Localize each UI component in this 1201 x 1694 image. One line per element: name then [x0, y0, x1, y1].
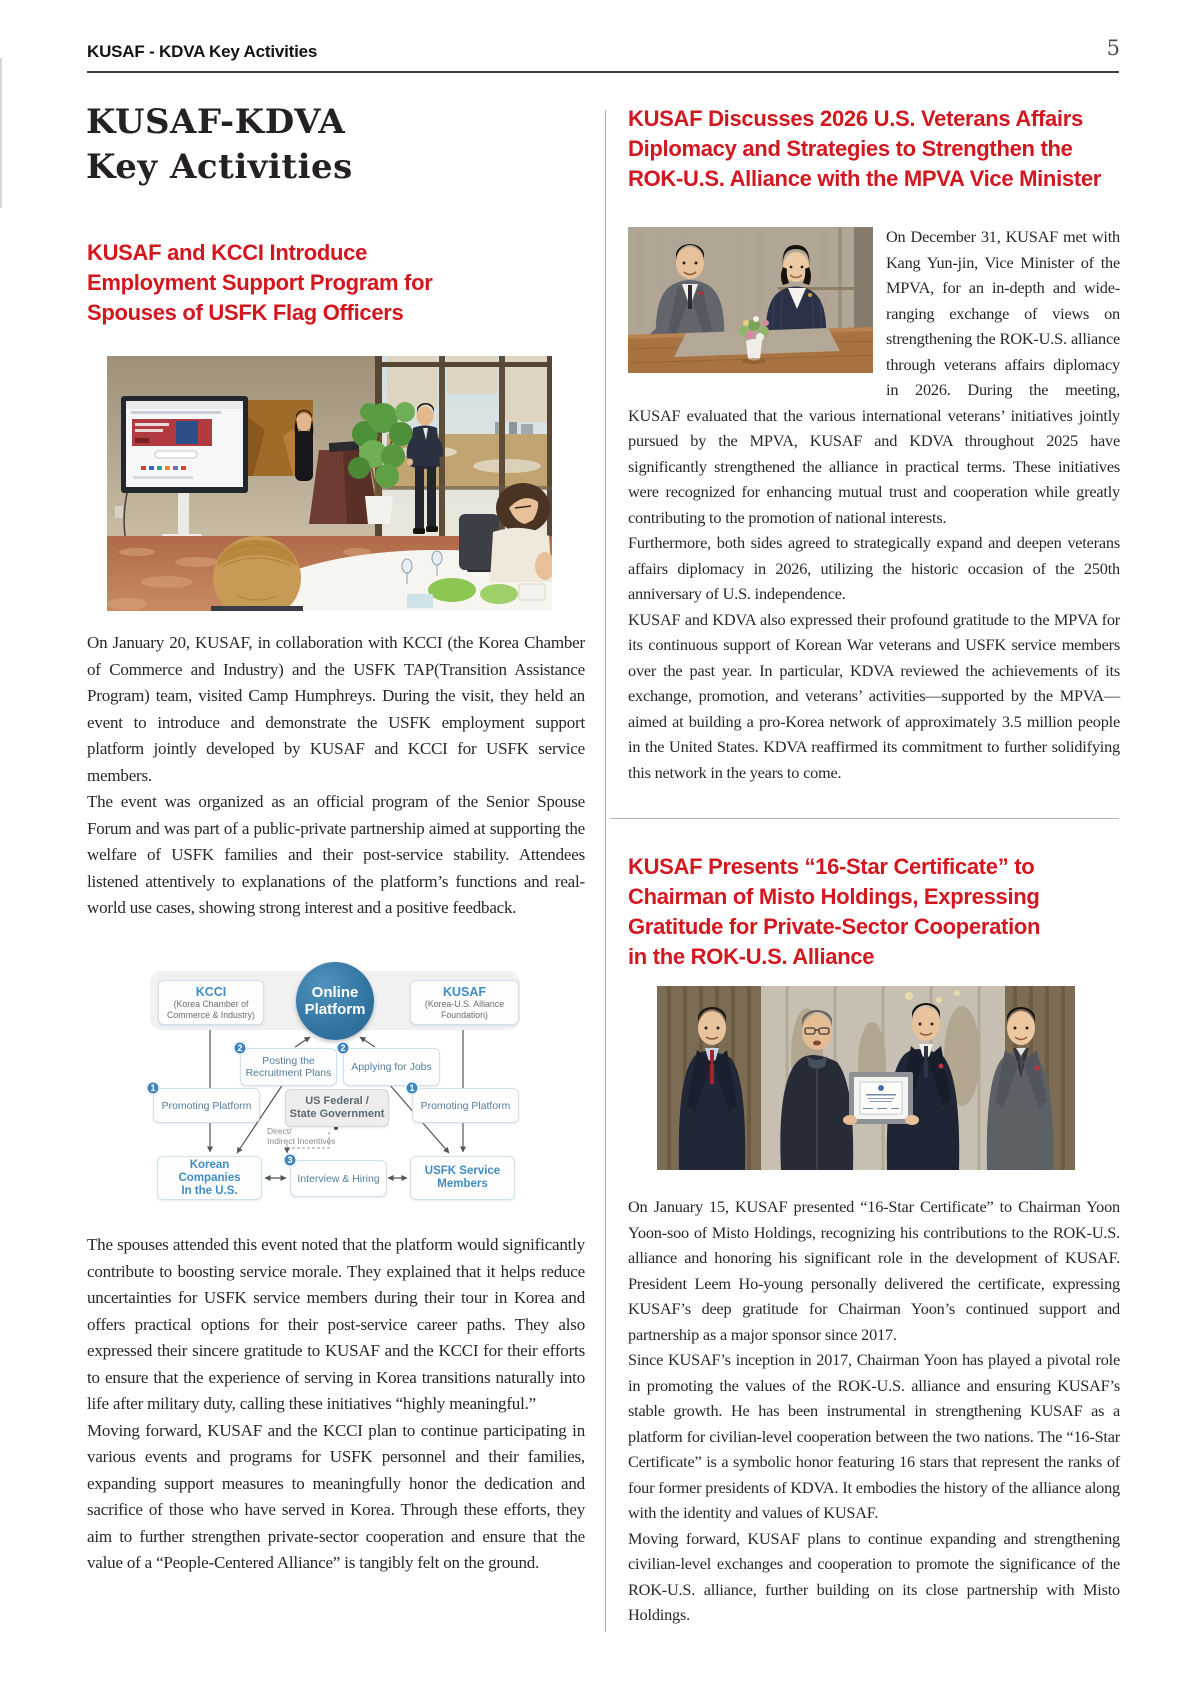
left-article-heading-line2: Employment Support Program for	[87, 270, 433, 295]
left-article-heading	[87, 238, 432, 328]
photo-mpva-meeting	[628, 227, 873, 373]
left-article-heading-line3: Spouses of USFK Flag Officers	[87, 300, 404, 325]
diagram-node-interview: Interview & Hiring	[290, 1160, 387, 1197]
right-article1-heading	[628, 104, 1101, 194]
diagram-node-online-platform: Online Platform	[296, 962, 374, 1040]
diagram-node-korean-companies: Korean Companies In the U.S.	[157, 1156, 262, 1200]
page-title-line1: KUSAF-KDVA	[86, 102, 346, 142]
right-article1-body	[628, 224, 1120, 785]
column-divider	[605, 110, 606, 1632]
paragraph: Since KUSAF’s inception in 2017, Chairman Yoon has played a pivotal role in promoting the values of the ROK-U.S. alliance and ensuring KUSAF’s stable growth. He has been instrumental in strengthening KUSAF as a platform for civilian-level cooperation between the two nations. The “16-Star Certificate” is a symbolic honor featuring 16 stars that represent the ranks of four former presidents of KDVA. It embodies the history of the alliance along with the identity and values of KUSAF.	[628, 1350, 1120, 1522]
diagram-node-promoting-left: Promoting Platform	[153, 1088, 260, 1123]
diagram-node-posting: Posting the Recruitment Plans	[240, 1048, 337, 1086]
diagram-label-incentives: Direct/ Indirect Incentives	[267, 1126, 336, 1146]
left-article-text-2	[87, 1232, 585, 1577]
page-title	[86, 100, 353, 190]
running-header-title: KUSAF - KDVA Key Activities	[87, 42, 318, 61]
paragraph: KUSAF and KDVA also expressed their profound gratitude to the MPVA for its continuous support of Korean War veterans and USFK service members over the past year. In particular, KDVA reviewed the achievements of its exchange, promotion, and veterans’ activities—supported by the MPVA—aimed at building a pro-Korea network of approximately 3.5 million people in the United States. KDVA reaffirmed its commitment to further solidifying this network in the years to come.	[628, 609, 1120, 782]
diagram-badge-2a: 2	[233, 1041, 247, 1055]
employment-platform-diagram	[87, 958, 585, 1208]
paragraph: Moving forward, KUSAF and the KCCI plan to continue participating in various events and programs for USFK personnel and their families, expanding support measures to meaningfully honor the dedication and sacrifice of those who have served in Korea. Through these efforts, they aim to further strengthen private-sector cooperation and ensure that the value of a “People-Centered Alliance” is tangibly felt on the ground.	[87, 1420, 585, 1572]
diagram-node-promoting-right: Promoting Platform	[412, 1088, 519, 1123]
right-article2-heading	[628, 852, 1040, 972]
diagram-badge-1b: 1	[405, 1081, 419, 1095]
diagram-node-government: US Federal / State Government	[285, 1089, 389, 1127]
paragraph: Moving forward, KUSAF plans to continue expanding and strengthening civilian-level exchanges and cooperation to promote the significance of the ROK-U.S. alliance, further building on its close partnership with Misto Holdings.	[628, 1528, 1120, 1624]
right-article2-heading-line1: KUSAF Presents “16-Star Certificate” to	[628, 854, 1035, 879]
left-article-text-1	[87, 630, 585, 922]
page-number: 5	[1106, 36, 1120, 60]
diagram-node-usfk-members: USFK Service Members	[410, 1156, 515, 1200]
diagram-badge-3: 3	[283, 1153, 297, 1167]
photo-employment-platform-event	[107, 356, 552, 611]
right-article2-heading-line3: Gratitude for Private-Sector Cooperation	[628, 914, 1041, 939]
right-article2-body	[628, 1194, 1120, 1628]
photo-certificate-presentation	[657, 986, 1075, 1170]
paragraph: Furthermore, both sides agreed to strategically expand and deepen veterans affairs diplomacy in 2026, utilizing the historic occasion of the 250th anniversary of U.S. independence.	[628, 533, 1120, 603]
left-article-heading-line1: KUSAF and KCCI Introduce	[87, 240, 368, 265]
page-edge-strip	[0, 58, 2, 208]
paragraph: The event was organized as an official program of the Senior Spouse Forum and was part of a public-private partnership aimed at supporting the welfare of USFK families and their post-service stability. Attendees listened attentively to explanations of the platform’s functions and real-world use cases, showing strong interest and a positive feedback.	[87, 792, 585, 917]
paragraph: The spouses attended this event noted that the platform would significantly contribute to boosting service morale. They explained that it helps reduce uncertainties for USFK service members during their tour in Korea and offers practical options for their post-service career paths. They also expressed their sincere gratitude to KUSAF and the KCCI for their efforts to ensure that the experience of serving in Korea transitions naturally into life after military duty, calling these initiatives “highly meaningful.”	[87, 1235, 585, 1413]
paragraph: On December 31, KUSAF met with Kang Yun-jin, Vice Minister of the MPVA, for an in-depth and wide-ranging exchange of views on strengthening the ROK-U.S. alliance through veterans affairs diplomacy in 2026. During the meeting, KUSAF evaluated that the various international veterans’ initiatives jointly pursued by the MPVA, KUSAF and KDVA throughout 2025 have significantly strengthened the alliance in practical terms. These initiatives were recognized for enhancing mutual trust and cooperation while greatly contributing to the promotion of national interests.	[628, 227, 1120, 527]
diagram-badge-1a: 1	[146, 1081, 160, 1095]
diagram-node-applying: Applying for Jobs	[343, 1048, 440, 1086]
diagram-badge-2b: 2	[336, 1041, 350, 1055]
right-article1-heading-line3: ROK-U.S. Alliance with the MPVA Vice Minister	[628, 166, 1102, 191]
header-rule	[87, 71, 1119, 73]
right-article1-heading-line1: KUSAF Discusses 2026 U.S. Veterans Affairs	[628, 106, 1083, 131]
page-title-line2: Key Activities	[86, 147, 353, 187]
right-article1-heading-line2: Diplomacy and Strategies to Strengthen the	[628, 136, 1073, 161]
right-article2-heading-line4: in the ROK-U.S. Alliance	[628, 944, 875, 969]
article-divider	[610, 818, 1119, 819]
paragraph: On January 15, KUSAF presented “16-Star Certificate” to Chairman Yoon Yoon-soo of Misto Holdings, recognizing his contributions to the ROK-U.S. alliance and honoring his significant role in the development of KUSAF. President Leem Ho-young personally delivered the certificate, expressing KUSAF’s deep gratitude for Chairman Yoon’s continued support and partnership as a major sponsor since 2017.	[628, 1197, 1120, 1344]
diagram-node-kcci: KCCI (Korea Chamber of Commerce & Industry)	[158, 980, 264, 1025]
right-article2-heading-line2: Chairman of Misto Holdings, Expressing	[628, 884, 1040, 909]
diagram-node-kusaf: KUSAF (Korea-U.S. Alliance Foundation)	[410, 980, 519, 1025]
paragraph: On January 20, KUSAF, in collaboration with KCCI (the Korea Chamber of Commerce and Industry) and the USFK TAP(Transition Assistance Program) team, visited Camp Humphreys. During the visit, they held an event to introduce and demonstrate the USFK employment support platform jointly developed by KUSAF and KCCI for USFK service members.	[87, 633, 585, 785]
